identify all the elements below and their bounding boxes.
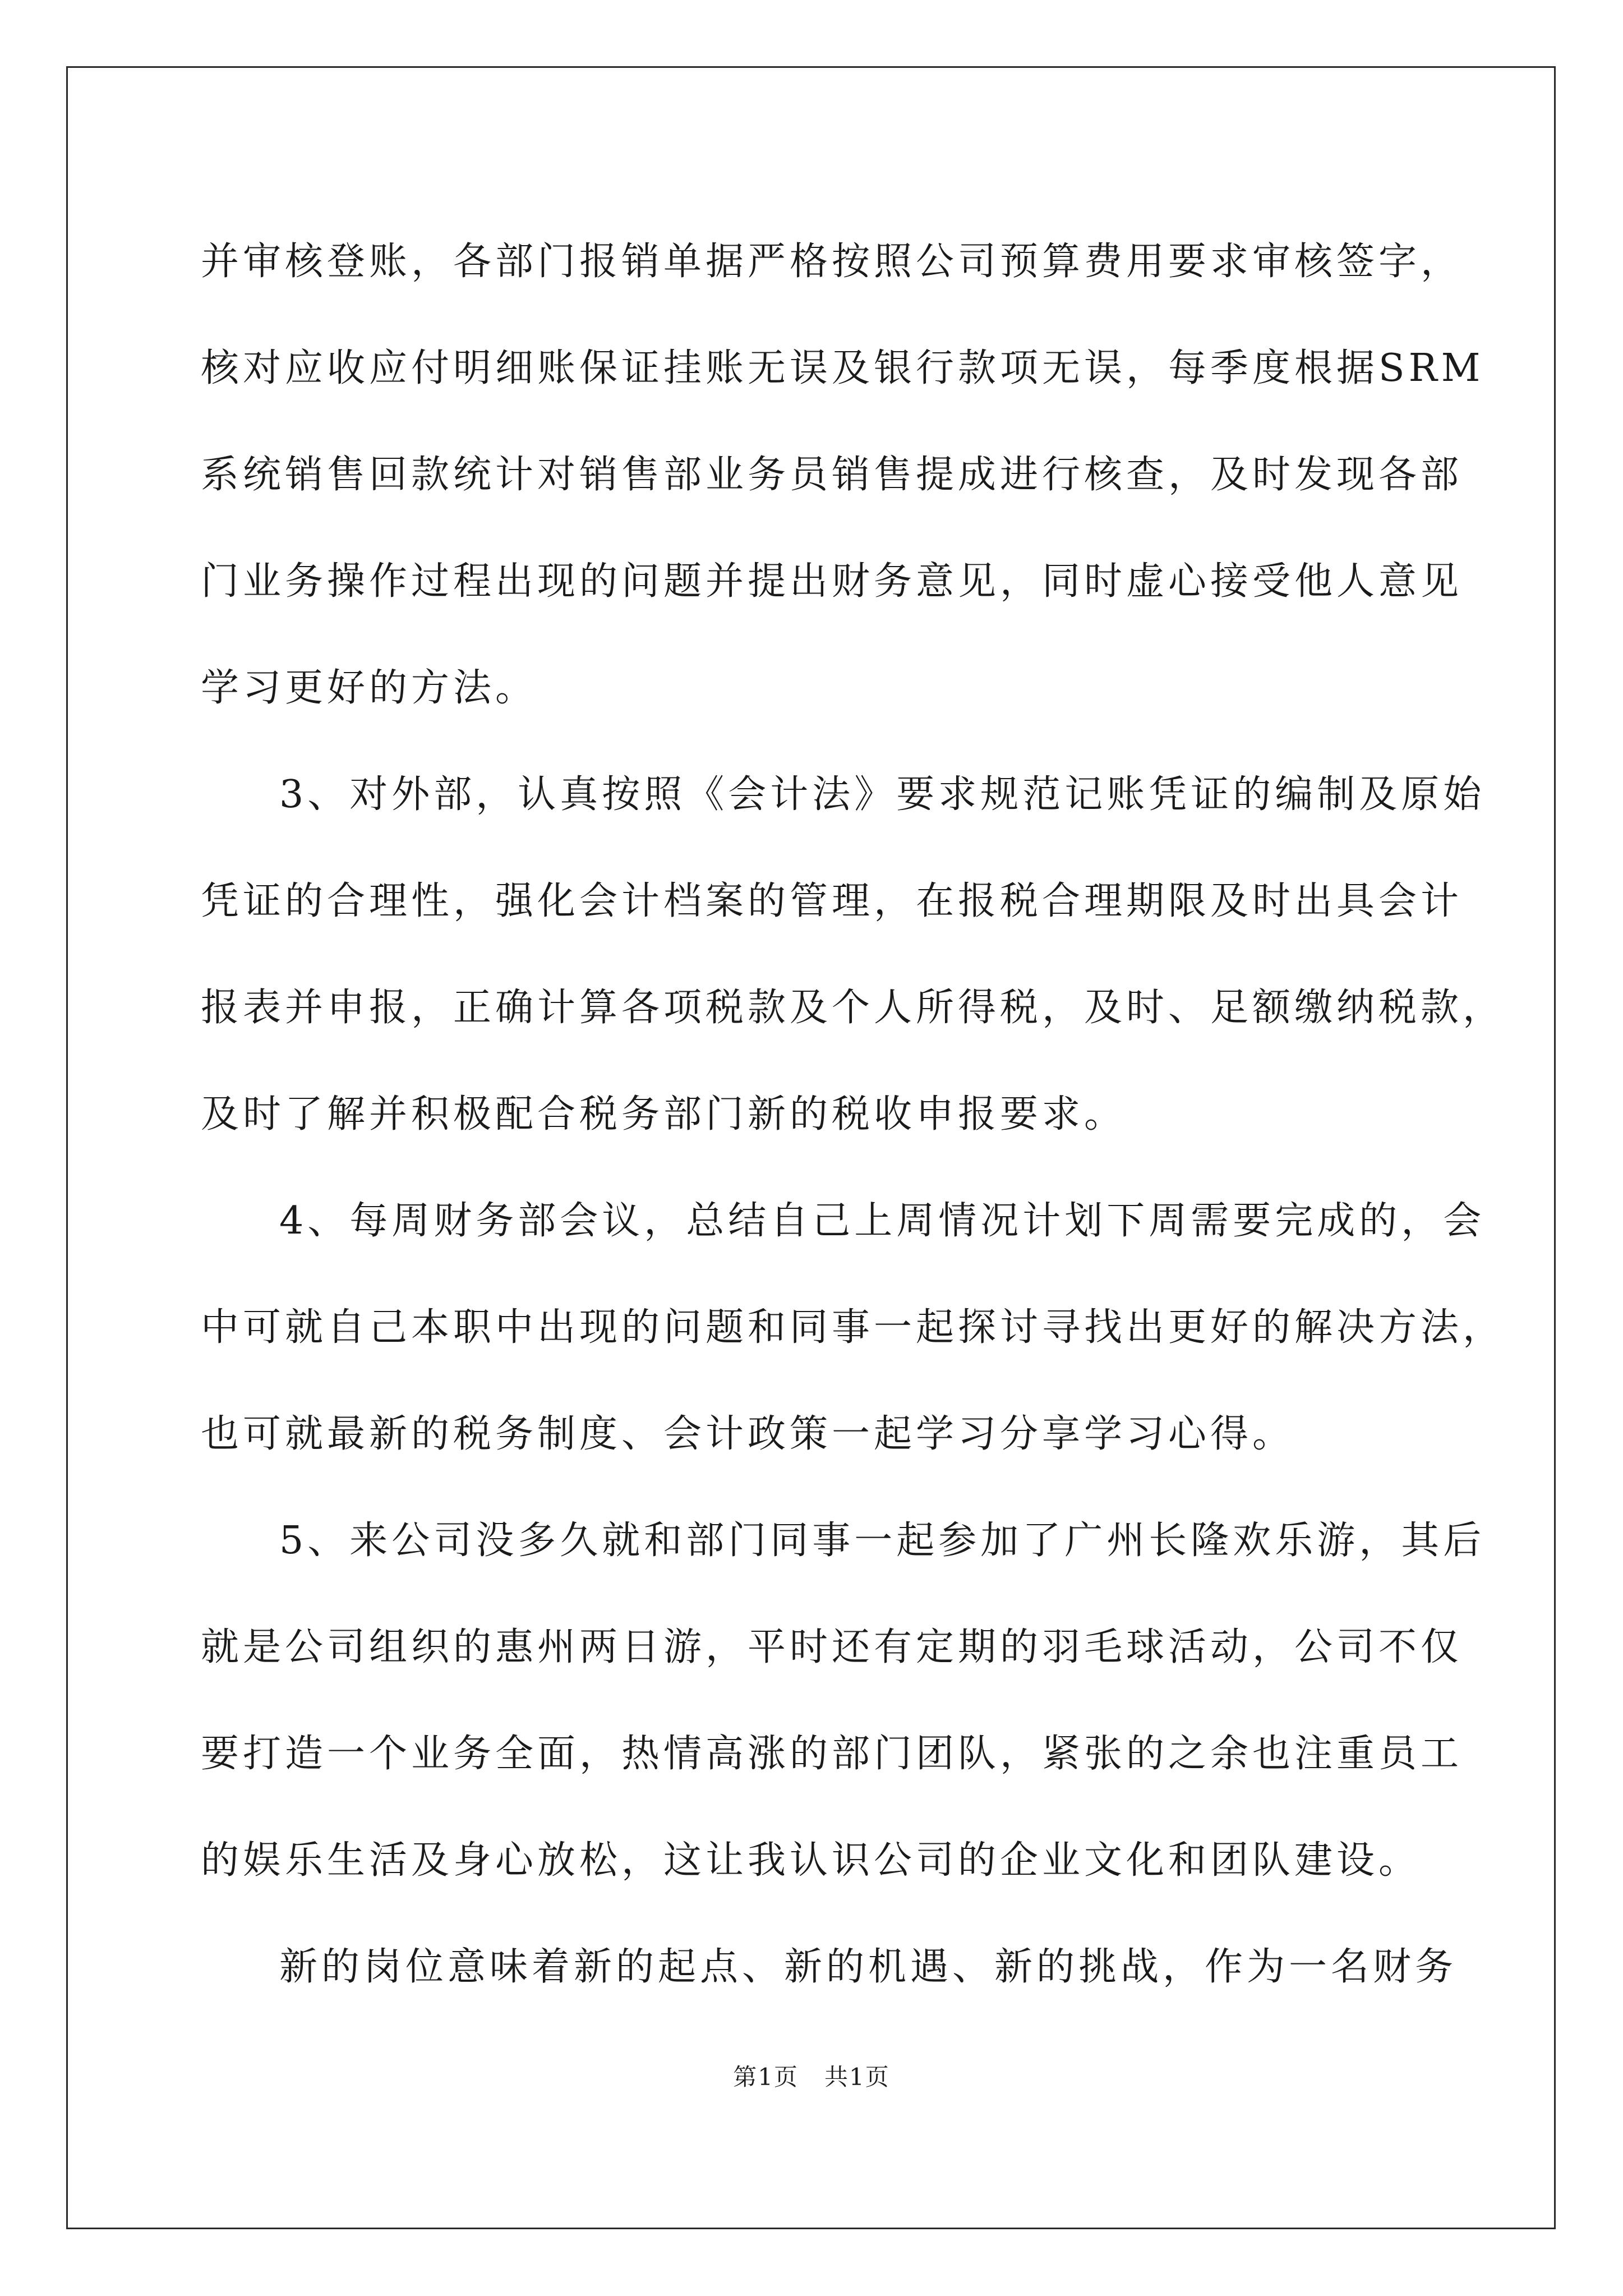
- text-line-16: 的娱乐生活及身心放松，这让我认识公司的企业文化和团队建设。: [201, 1838, 1421, 1883]
- text-line-14: 就是公司组织的惠州两日游，平时还有定期的羽毛球活动，公司不仅: [201, 1625, 1463, 1669]
- text-line-12: 也可就最新的税务制度、会计政策一起学习分享学习心得。: [201, 1412, 1295, 1456]
- text-line-13: 5、来公司没多久就和部门同事一起参加了广州长隆欢乐游，其后: [279, 1519, 1486, 1563]
- document-body: [201, 209, 1505, 2021]
- text-line-4: 门业务操作过程出现的问题并提出财务意见，同时虚心接受他人意见: [201, 559, 1463, 604]
- text-line-3: 系统销售回款统计对销售部业务员销售提成进行核查，及时发现各部: [201, 453, 1463, 497]
- text-line-6: 3、对外部，认真按照《会计法》要求规范记账凭证的编制及原始: [279, 772, 1486, 817]
- page-number-total: 共1页: [824, 2063, 890, 2091]
- page-number-current: 第1页: [733, 2063, 799, 2091]
- text-line-7: 凭证的合理性，强化会计档案的管理，在报税合理期限及时出具会计: [201, 879, 1463, 923]
- text-line-5: 学习更好的方法。: [201, 666, 538, 710]
- text-line-15: 要打造一个业务全面，热情高涨的部门团队，紧张的之余也注重员工: [201, 1732, 1463, 1776]
- text-line-10: 4、每周财务部会议，总结自己上周情况计划下周需要完成的，会: [279, 1199, 1486, 1243]
- text-line-2: 核对应收应付明细账保证挂账无误及银行款项无误，每季度根据SRM: [201, 346, 1484, 390]
- text-line-1: 并审核登账，各部门报销单据严格按照公司预算费用要求审核签字，: [201, 240, 1463, 284]
- text-line-8: 报表并申报，正确计算各项税款及个人所得税，及时、足额缴纳税款，: [201, 986, 1505, 1030]
- text-line-9: 及时了解并积极配合税务部门新的税收申报要求。: [201, 1092, 1127, 1137]
- page-footer: [0, 2059, 1623, 2092]
- text-line-17: 新的岗位意味着新的起点、新的机遇、新的挑战，作为一名财务: [279, 1945, 1458, 1989]
- text-line-11: 中可就自己本职中出现的问题和同事一起探讨寻找出更好的解决方法，: [201, 1305, 1505, 1350]
